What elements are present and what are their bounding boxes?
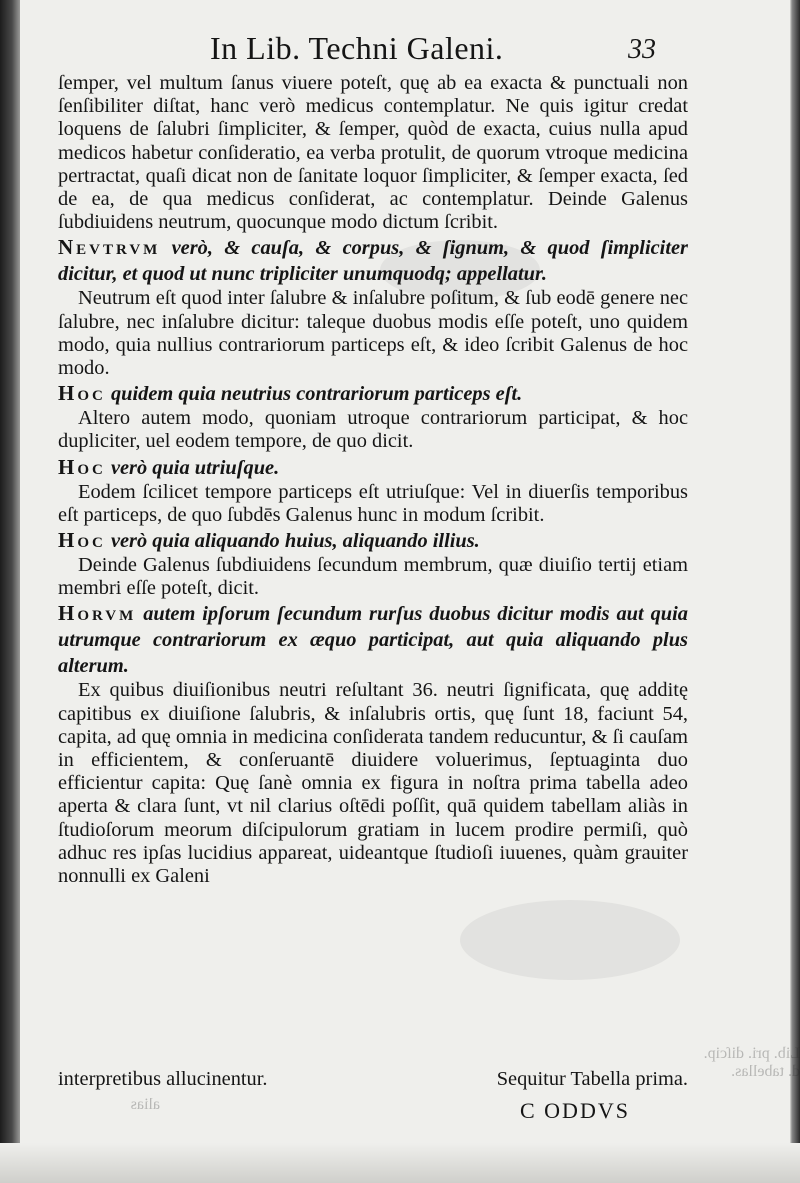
- lemma-heading: [58, 600, 688, 679]
- main-text: [58, 72, 688, 888]
- lemma-text: verò quia aliquando huius, aliquando illius.: [105, 530, 480, 553]
- table-reference: Sequitur Tabella prima.: [496, 1068, 688, 1090]
- lemma-lead: Hoc: [58, 454, 106, 479]
- paragraph: Deinde Galenus ſubdiuidens ſecundum membrum, quæ diuiſio tertij etiam membri eſſe poteſt, dicit.: [58, 554, 688, 600]
- paragraph: Altero autem modo, quoniam utroque contrariorum participat, & hoc dupliciter, uel eodem tempore, de quo dicit.: [58, 407, 688, 453]
- lemma-heading: [58, 454, 688, 481]
- lemma-text: verò quia utriuſque.: [105, 456, 280, 479]
- lemma-heading: [58, 234, 688, 287]
- last-line-text: interpretibus allucinentur.: [58, 1068, 268, 1090]
- paragraph: ſemper, vel multum ſanus viuere poteſt, quę ab ea exacta & punctuali non ſenſibiliter diſtat, hanc verò medicus contemplatur. Ne quis igitur credat loquens de ſalubri ſimpliciter, & ſemper, quòd de exacta, cuius nulla apud medicos habetur conſideratio, ea verba protulit, de quorum vtroque medicina pertractat, quaſi dicat non de ſanitate loquor ſimpliciter, & ſemper exacta, ſed de ea, de qua medicus conſiderat, ac contemplatur. Deinde Galenus ſubdiuidens neutrum, quocunque modo dictum ſcribit.: [58, 72, 688, 234]
- paragraph: Eodem ſcilicet tempore particeps eſt utriuſque: Vel in diuerſis temporibus eſt particeps, de quo ſubdēs Galenus hunc in modum ſcribit.: [58, 480, 688, 526]
- scan-edge-bottom: [0, 1143, 800, 1183]
- paragraph: Ex quibus diuiſionibus neutri reſultant 36. neutri ſignificata, quę additę capitibus ex diuiſione ſalubris, & inſalubris ortis, quę ſunt 18, faciunt 54, capita, ad quę omnia in medicina conſiderata tandem reducuntur, & ſi cauſam in efficientem, & conſeruantē diuidere voluerimus, ſeptuaginta duo efficientur capita: Quę ſanè omnia ex figura in noſtra prima tabella adeo aperta & clara ſunt, vt nil clarius oſtēdi poſſit, quā quidem tabellam aliàs in ſtudioſorum meorum diſcipulorum gratiam in lucem prodire permiſi, quò adhuc res ipſas lucidius appareat, uideantque ſtudioſi iuuenes, quàm grauiter nonnulli ex Galeni: [58, 679, 688, 888]
- lemma-lead: Horvm: [58, 601, 137, 626]
- lemma-lead: Hoc: [58, 528, 106, 553]
- running-head: In Lib. Techni Galeni.: [210, 30, 504, 66]
- lemma-heading: [58, 527, 688, 554]
- paper-stain: [460, 900, 680, 980]
- scan-edge-left: [0, 0, 20, 1183]
- lemma-text: quidem quia neutrius contrariorum particeps eſt.: [105, 383, 523, 406]
- catchword: C ODDVS: [520, 1098, 630, 1123]
- lemma-text: verò, & cauſa, & corpus, & ſignum, & quod ſimpliciter dicitur, et quod ut nunc tripliciter unumquodq; appellatur.: [58, 237, 688, 286]
- scan-edge-right: [790, 0, 800, 1183]
- lemma-heading: [58, 380, 688, 407]
- show-through-text: alias: [130, 1096, 160, 1113]
- lemma-lead: Hoc: [58, 381, 106, 406]
- lemma-text: autem ipſorum ſecundum rurſus duobus dicitur modis aut quia utrumque contrariorum ex æquo participat, aut quia aliquando plus alterum.: [58, 603, 688, 678]
- lemma-lead: Nevtrvm: [58, 235, 161, 260]
- page-number: 33: [628, 34, 656, 65]
- last-line: [58, 1068, 688, 1091]
- show-through-text: Lib. pri. diſcip. d. tabellas.: [703, 1045, 800, 1080]
- paragraph: Neutrum eſt quod inter ſalubre & inſalubre poſitum, & ſub eodē genere nec ſalubre, nec inſalubre dicitur: taleque duobus modis eſſe poteſt, uno quidem modo, quia nullius contrariorum particeps eſt, & ideo ſcribit Galenus de hoc modo.: [58, 287, 688, 380]
